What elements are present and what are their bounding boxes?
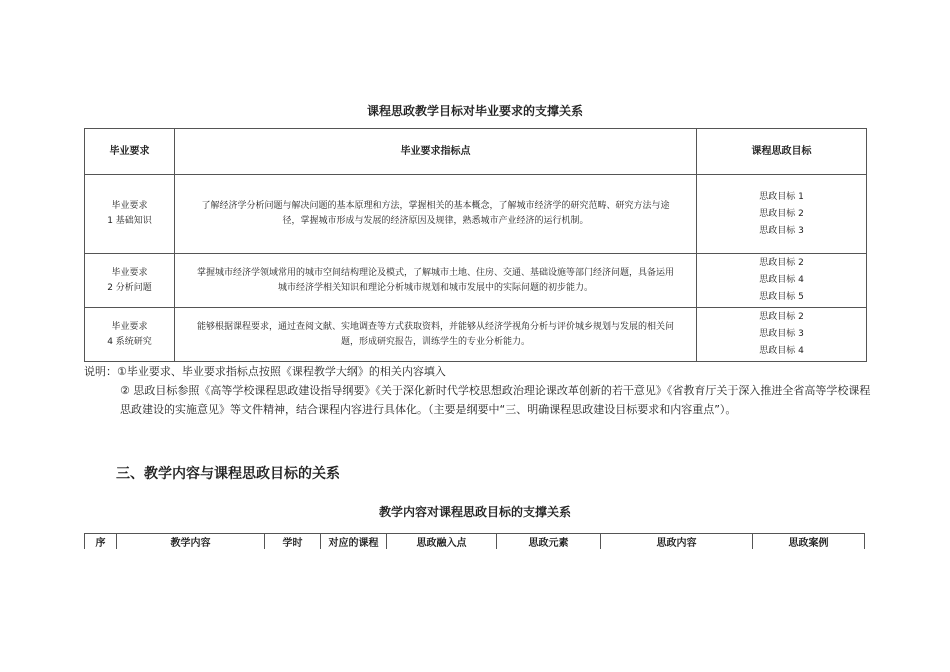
goals-cell [697,308,867,362]
header-integration-point: 思政融入点 [387,534,497,550]
table1-title: 课程思政教学目标对毕业要求的支撑关系 [366,104,583,118]
header-ideological-element: 思政元素 [497,534,601,550]
requirement-cell [85,175,175,254]
goals-cell [697,254,867,308]
goals-cell [697,175,867,254]
requirement-label: 毕业要求 [111,321,148,332]
header-graduation-requirement: 毕业要求 [85,129,175,175]
requirement-cell [85,254,175,308]
table-row [85,254,867,308]
explanatory-note [84,362,874,419]
table-row [85,308,867,362]
header-hours: 学时 [265,534,321,550]
goal-item: 思政目标 2 [759,258,804,268]
header-index: 序 [85,534,117,550]
header-teaching-content: 教学内容 [117,534,265,550]
table-header-row [85,534,865,550]
goal-item: 思政目标 3 [759,329,804,339]
requirement-name: 4 系统研究 [107,336,152,347]
header-ideological-content: 思政内容 [601,534,753,550]
support-table-2 [84,533,865,549]
section-heading: 三、教学内容与课程思政目标的关系 [116,466,340,482]
goal-item: 思政目标 2 [759,208,804,219]
requirement-label: 毕业要求 [111,267,148,278]
requirement-label: 毕业要求 [111,201,148,211]
table-row [85,175,867,254]
note-line-2: ② 思政目标参照《高等学校课程思政建设指导纲要》《关于深化新时代学校思想政治理论课改革创新的若干意见》《省教育厅关于深入推进全省高等学校课程思政建设的实施意见》等文件精神，结合课程内容进行具体化。（主要是纲要中“三、明确课程思政建设目标要求和内容重点”）。 [120,384,871,416]
goal-item: 思政目标 5 [759,292,804,302]
support-table-1 [84,128,867,362]
header-corresponding-course: 对应的课程 [321,534,387,550]
requirement-name: 2 分析问题 [107,282,152,293]
indicator-cell: 能够根据课程要求，通过查阅文献、实地调查等方式获取资料，并能够从经济学视角分析与评价城乡规划与发展的相关问题，形成研究报告，训练学生的专业分析能力。 [175,308,697,362]
goal-item: 思政目标 4 [759,346,804,356]
header-ideological-case: 思政案例 [753,534,865,550]
header-indicator: 毕业要求指标点 [175,129,697,175]
table2-title: 教学内容对课程思政目标的支撑关系 [378,505,571,519]
goal-item: 思政目标 4 [759,275,804,285]
requirement-name: 1 基础知识 [107,216,152,226]
note-line-1: 说明：①毕业要求、毕业要求指标点按照《课程教学大纲》的相关内容填入 [84,365,446,378]
indicator-cell: 掌握城市经济学领域常用的城市空间结构理论及模式，了解城市土地、住房、交通、基础设施等部门经济问题，具备运用城市经济学相关知识和理论分析城市规划和城市发展中的实际问题的初步能力。 [175,254,697,308]
table-header-row [85,129,867,175]
goal-item: 思政目标 2 [759,312,804,322]
header-ideological-goal: 课程思政目标 [697,129,867,175]
indicator-cell: 了解经济学分析问题与解决问题的基本原理和方法，掌握相关的基本概念，了解城市经济学的研究范畴、研究方法与途径，掌握城市形成与发展的经济原因及规律，熟悉城市产业经济的运行机制。 [175,175,697,254]
goal-item: 思政目标 3 [759,225,804,236]
requirement-cell [85,308,175,362]
goal-item: 思政目标 1 [759,191,804,202]
